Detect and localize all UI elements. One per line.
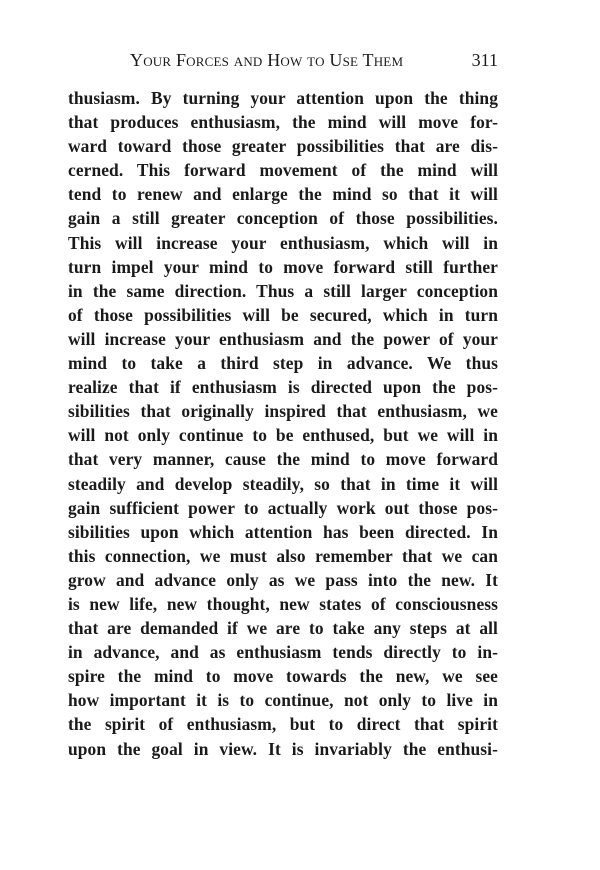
text-line: realize that if enthusiasm is directed upon the pos- <box>68 377 498 398</box>
text-line: This will increase your enthusiasm, which will in <box>68 232 498 253</box>
text-line: in the same direction. Thus a still larger conception <box>68 280 498 301</box>
text-line: turn impel your mind to move forward still further <box>68 256 498 277</box>
running-title: Your Forces and How to Use Them <box>130 50 404 70</box>
page-number: 311 <box>471 50 498 70</box>
text-line: tend to renew and enlarge the mind so that it will <box>68 184 498 205</box>
text-line: grow and advance only as we pass into the new. It <box>68 569 498 590</box>
text-line: will increase your enthusiasm and the power of your <box>68 328 498 349</box>
text-line: in advance, and as enthusiasm tends directly to in- <box>68 642 498 663</box>
text-line: sibilities that originally inspired that enthusiasm, we <box>68 401 498 422</box>
text-line: this connection, we must also remember that we can <box>68 545 498 566</box>
text-line: steadily and develop steadily, so that in time it will <box>68 473 498 494</box>
text-line: how important it is to continue, not only to live in <box>68 690 498 711</box>
text-line: that are demanded if we are to take any steps at all <box>68 618 498 639</box>
page-header <box>68 50 498 74</box>
text-line: will not only continue to be enthused, but we will in <box>68 425 498 446</box>
text-line: gain sufficient power to actually work out those pos- <box>68 497 498 518</box>
text-line: that very manner, cause the mind to move forward <box>68 449 498 470</box>
text-line: cerned. This forward movement of the mind will <box>68 160 498 181</box>
text-line: the spirit of enthusiasm, but to direct that spirit <box>68 714 498 735</box>
text-line: spire the mind to move towards the new, we see <box>68 666 498 687</box>
text-line: sibilities upon which attention has been directed. In <box>68 521 498 542</box>
text-line: gain a still greater conception of those possibilities. <box>68 208 498 229</box>
text-line: mind to take a third step in advance. We thus <box>68 353 498 374</box>
text-line: ward toward those greater possibilities that are dis- <box>68 136 498 157</box>
text-line: upon the goal in view. It is invariably the enthusi- <box>68 738 498 759</box>
text-line: thusiasm. By turning your attention upon the thing <box>68 88 498 108</box>
text-line: that produces enthusiasm, the mind will move for- <box>68 112 498 133</box>
body-text <box>68 86 498 761</box>
text-line: of those possibilities will be secured, which in turn <box>68 304 498 325</box>
text-line: is new life, new thought, new states of consciousness <box>68 593 498 614</box>
